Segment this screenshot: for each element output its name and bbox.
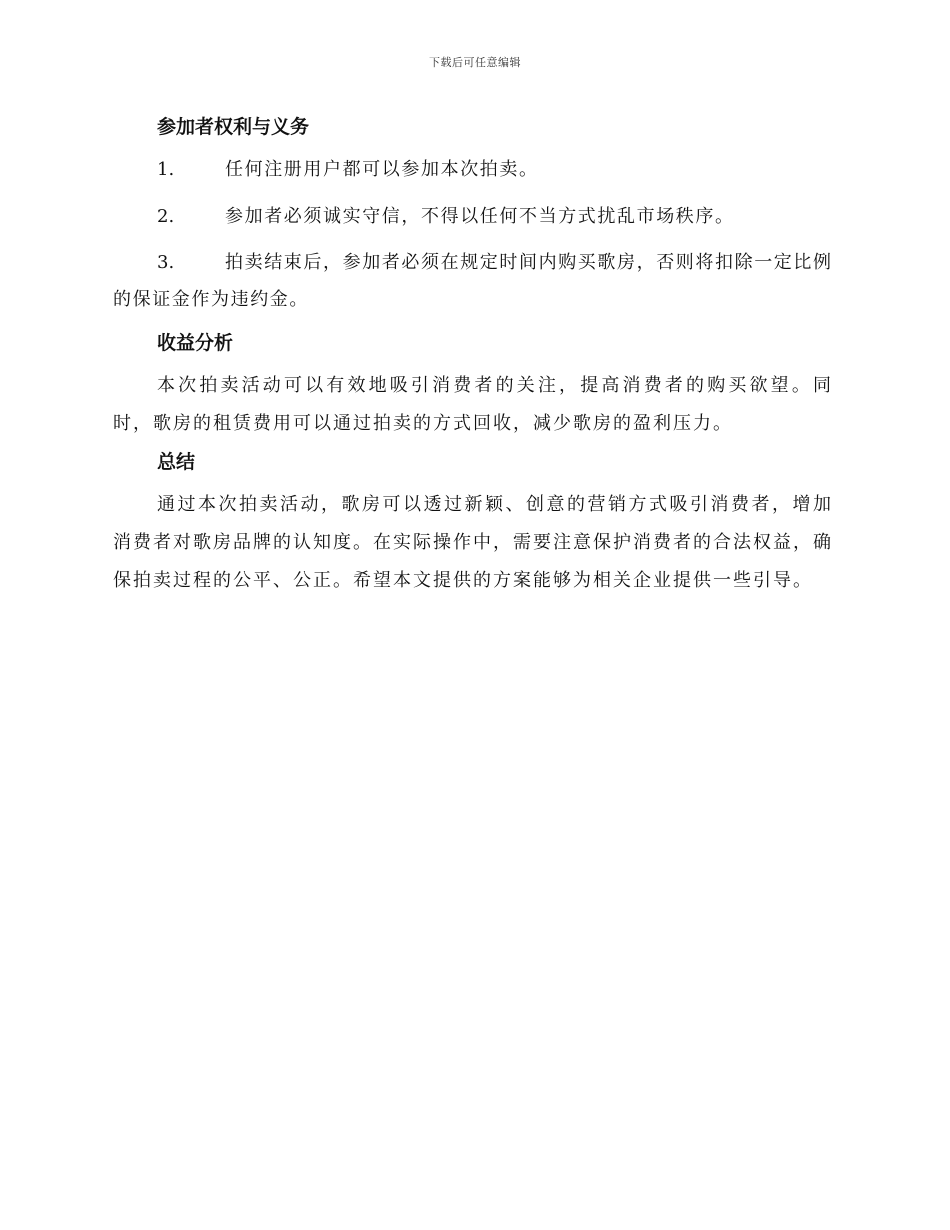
document-body <box>113 112 833 604</box>
list-item-text: 参加者必须诚实守信，不得以任何不当方式扰乱市场秩序。 <box>225 206 735 227</box>
section-heading-revenue: 收益分析 <box>157 332 234 354</box>
section-heading-rights: 参加者权利与义务 <box>157 116 310 138</box>
section-heading-summary: 总结 <box>157 451 196 473</box>
list-item-number: 2. <box>157 206 175 227</box>
list-item <box>113 151 833 188</box>
list-item-text: 拍卖结束后，参加者必须在规定时间内购买歌房，否则将扣除一定比例的保证金作为违约金。 <box>113 252 833 310</box>
list-item <box>113 198 833 235</box>
list-item-text: 任何注册用户都可以参加本次拍卖。 <box>225 159 539 180</box>
summary-paragraph: 通过本次拍卖活动，歌房可以透过新颖、创意的营销方式吸引消费者，增加消费者对歌房品牌的认知度。在实际操作中，需要注意保护消费者的合法权益，确保拍卖过程的公平、公正。希望本文提供的方案能够为相关企业提供一些引导。 <box>113 494 833 591</box>
list-item-number: 3. <box>157 252 175 273</box>
list-item <box>113 244 833 318</box>
page-header: 下载后可任意编辑 <box>429 56 521 69</box>
revenue-paragraph: 本次拍卖活动可以有效地吸引消费者的关注，提高消费者的购买欲望。同时，歌房的租赁费用可以通过拍卖的方式回收，减少歌房的盈利压力。 <box>113 375 833 434</box>
list-item-number: 1. <box>157 159 175 180</box>
